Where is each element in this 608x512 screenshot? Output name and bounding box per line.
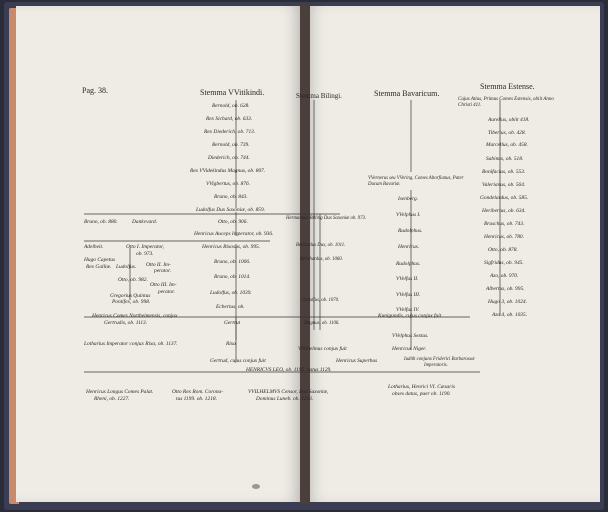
otto-906: Otto, ob. 906. [218, 219, 248, 225]
witikind-entry: VVigbertus, ob. 876. [206, 181, 251, 187]
estense-entry: Bruschus, ob. 743. [484, 221, 525, 227]
witikind-entry: Bruno, ob. 843. [214, 194, 248, 200]
henricus-northeim-2: Gertrudis, ob. 1113. [104, 320, 148, 326]
gertrut: Gertrut [224, 320, 241, 326]
hugo-capetus: Hugo Capetus [84, 257, 115, 263]
henricus-longus: Henricus Longus Comes Palat. [86, 389, 154, 395]
estense-entry: Azo, ob. 970. [490, 273, 519, 279]
gertrud-conjux: Gertrud, cujus conjux fuit [210, 358, 266, 364]
otto-ii: Otto II. Im- [146, 262, 171, 268]
estense-entry: Tiberius, ob. 428. [488, 130, 526, 136]
ludolfus: Ludolfus. [116, 264, 137, 270]
estense-entry: Hugo 3, ob. 1024. [488, 299, 527, 305]
dankward: Dankvvard. [132, 219, 158, 225]
judith-title: Imperatoris. [424, 363, 448, 368]
estense-entry: Aurelius, obiit 418. [488, 117, 530, 123]
lotharius: Lotharius Imperator conjux Rixa, ob. 1137. [84, 341, 178, 347]
bavaricum-entry: Henricus Niger. [392, 346, 427, 352]
otto-rex-2: tus 1199. ob. 1218. [176, 396, 217, 402]
henricus-longus-2: Rheni, ob. 1227. [94, 396, 130, 402]
bilingi-entry: Hermannus Billing Dux Saxoniæ ob. 973. [286, 216, 367, 221]
witikind-entry: Rex VVidekindus Magnus, ob. 807. [190, 168, 266, 174]
heading-estense: Stemma Estense. [480, 82, 535, 91]
otto-iii-title: perator. [158, 289, 175, 295]
otto-ii-title: perator. [154, 268, 171, 274]
witikind-entry: Bernold, ob. 628. [212, 103, 250, 109]
witikind-entry: Rex Diederich, ob. 713. [204, 129, 256, 135]
bavaricum-entry: Henricus Superbus [336, 358, 378, 364]
bavaricum-entry: Isenberg. [398, 196, 419, 202]
ludolfus-1039: Ludolfus, ob. 1039. [210, 290, 252, 296]
bruno-880: Bruno, ob. 880. [84, 219, 118, 225]
henricus-auceps: Henricus Auceps Imperator, ob. 936. [194, 231, 274, 237]
bilingi-entry: Ordulfus, ob. 1070. [302, 298, 340, 303]
bruno-1006: Bruno, ob. 1006. [214, 259, 251, 265]
rixa: Rixa [226, 341, 236, 347]
heading-witikind: Stemma VVitikindi. [200, 88, 265, 97]
witikind-entry: Ludolfus Dux Saxoniæ, ob. 859. [196, 207, 266, 213]
witikind-entry: Bernold, ob. 739. [212, 142, 250, 148]
lotharius-henrici: Lotharius, Henrici VI. Cæsaris [388, 384, 455, 390]
wilhelmus-2: Dominus Luneb. ob. 1213. [256, 396, 314, 402]
ecbertus: Ecbertus, ob. [216, 304, 245, 310]
estense-entry: Marcellus, ob. 458. [486, 142, 528, 148]
witikind-entry: Rex Sichard, ob. 633. [206, 116, 253, 122]
heading-bilingi: Stemma Bilingi. [296, 92, 342, 100]
estense-entry: Bonifacius, ob. 553. [482, 169, 526, 175]
gregorius: Gregorius Quintus [110, 293, 151, 299]
heading-bavaricum: Stemma Bavaricum. [374, 89, 440, 98]
lotharius-henrici-2: obses datus, puer ob. 1190. [392, 391, 451, 397]
ink-blot [252, 484, 260, 489]
otto-iii: Otto III. Im- [150, 282, 177, 288]
bavaricum-entry: VVelphus Sextus. [392, 333, 429, 339]
bavaricum-entry: VVelfus II. [396, 276, 419, 282]
adelheit: Adelheit. [84, 244, 104, 250]
estense-entry: Valerianus, ob. 564. [482, 182, 526, 188]
bavaricum-entry: Rudolphus. [398, 228, 423, 234]
estense-entry: Heribertus, ob. 634. [482, 208, 526, 214]
otto-i: Otto I. Imperator, [126, 244, 165, 250]
bilingi-entry: Magnus, ob. 1106. [304, 321, 340, 326]
estense-entry: Azo 4, ob. 1035. [492, 312, 528, 318]
henricus-leo: HENRICVS LEO, ob. 1195. natus 1129. [246, 367, 332, 373]
bilingi-entry: Bernardus Dux, ob. 1011. [296, 243, 346, 248]
bavaricum-entry: Rudolphus. [396, 261, 421, 267]
wilhelmus: VVILHELMVS Censor, Imd Saxoniæ, [248, 389, 329, 395]
otto-i-date: ob. 973. [136, 251, 154, 257]
estense-entry: Gondelardus, ob. 585. [480, 195, 529, 201]
bavaricum-entry: VVelfus IV. [396, 307, 420, 313]
bavaricum-kunigundis: Kunigundis, cujus conjux fuit [378, 313, 442, 319]
vvilhelmus-conjux: VVilhelmus conjux fuit [298, 346, 347, 352]
bruno-1014: Bruno, ob. 1014. [214, 274, 251, 280]
bavaricum-entry: VVelfus III. [396, 292, 421, 298]
hugo-capetus-title: Rex Galliæ. [86, 264, 112, 270]
bilingi-entry: Bernhardus, ob. 1060. [300, 257, 343, 262]
witikind-entry: Diederich, ob. 744. [208, 155, 250, 161]
otto-rex: Otto Rex Rom. Corona- [172, 389, 224, 395]
henricus-rixosus: Henricus Rixosus, ob. 995. [202, 244, 261, 250]
bavaricum-entry: Henricus. [398, 244, 420, 250]
estense-entry: Sabinus, ob. 518. [486, 156, 524, 162]
judith: Iudith conjunx Friderici Barbarossæ [404, 357, 475, 362]
henricus-northeim: Henricus Comes Northeimensis, conjux [92, 313, 178, 319]
estense-entry: Cajus Atius, Primus Comes Estensis, obiit Anno Christi 411. [458, 97, 554, 108]
estense-entry: Sigfridus, ob. 945. [484, 260, 524, 266]
estense-entry: Henricus, ob. 780. [484, 234, 524, 240]
estense-entry: Otto, ob. 878. [488, 247, 518, 253]
gregorius-title: Pontifex, ob. 998. [112, 299, 151, 305]
bavaricum-entry: VVernerus seu VVering, Comes Altorfianus, Pater Ducum Bavariæ. [368, 176, 464, 187]
bavaricum-entry: VVelphus I. [396, 212, 421, 218]
estense-entry: Albertus, ob. 995. [486, 286, 525, 292]
otto-982: Otto, ob. 982. [118, 277, 148, 283]
page-number: Pag. 38. [82, 86, 108, 95]
